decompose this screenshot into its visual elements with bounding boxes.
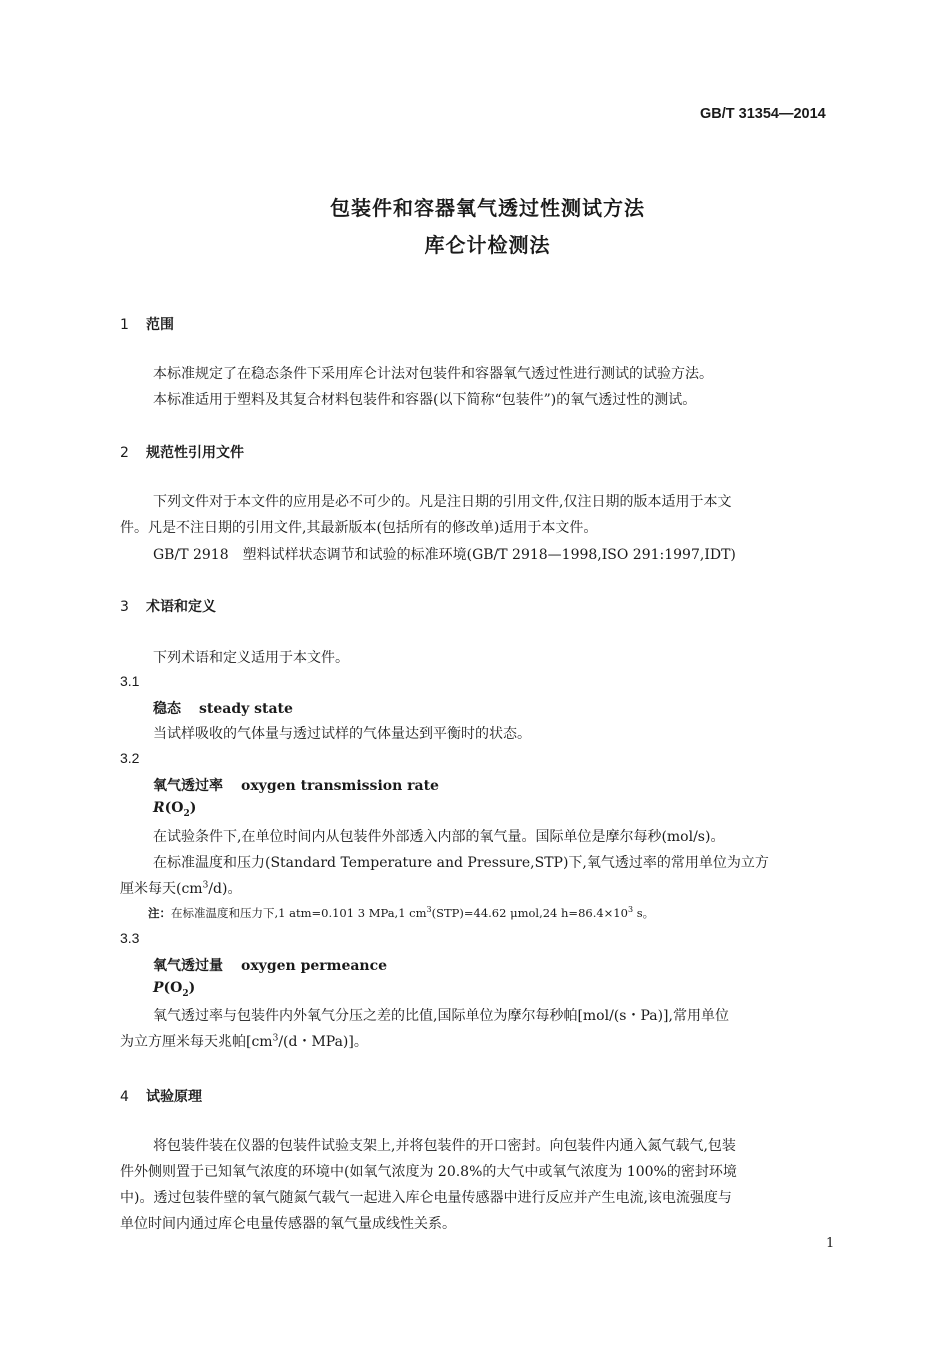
section-1-heading: [120, 314, 174, 334]
section-number: 4: [120, 1089, 129, 1105]
superscript: 3: [202, 880, 209, 891]
symbol-letter: R: [153, 800, 165, 816]
term-chinese: 氧气透过量: [153, 958, 223, 974]
term-3-2-definition-2-line-2: [120, 878, 241, 898]
symbol-subscript: 2: [183, 808, 190, 819]
section-4-line-3: 中)。透过包装件壁的氧气随氮气载气一起进入库仑电量传感器中进行反应并产生电流,该电流强度与: [120, 1190, 732, 1206]
term-3-2-name: [153, 775, 439, 795]
section-3-heading: [120, 596, 216, 616]
term-3-1-definition: 当试样吸收的气体量与透过试样的气体量达到平衡时的状态。: [153, 726, 531, 742]
symbol-gas: (O: [163, 980, 183, 996]
section-number: 3: [120, 599, 129, 615]
term-3-3-number: 3.3: [120, 930, 140, 946]
superscript: 3: [627, 905, 634, 915]
title-line-1: 包装件和容器氧气透过性测试方法: [330, 196, 645, 220]
section-number: 2: [120, 445, 129, 461]
superscript: 3: [272, 1033, 279, 1044]
symbol-close: ): [189, 800, 197, 816]
note-text: s。: [633, 906, 655, 920]
term-3-3-name: [153, 955, 387, 975]
section-3-intro: 下列术语和定义适用于本文件。: [153, 650, 349, 666]
term-3-1-name: [153, 698, 293, 718]
section-4-heading: [120, 1086, 202, 1106]
page-number: 1: [826, 1236, 835, 1251]
section-2-paragraph-line-1: 下列文件对于本文件的应用是必不可少的。凡是注日期的引用文件,仅注日期的版本适用于本文: [153, 494, 732, 510]
section-title: 规范性引用文件: [146, 445, 244, 461]
term-chinese: 氧气透过率: [153, 778, 223, 794]
title-line-2: 库仑计检测法: [424, 233, 551, 257]
term-3-1-number: 3.1: [120, 673, 140, 689]
note-text: (STP)=44.62 μmol,24 h=86.4×10: [431, 906, 628, 920]
term-chinese: 稳态: [153, 701, 181, 717]
section-title: 试验原理: [146, 1089, 202, 1105]
text-part: /d)。: [208, 881, 242, 897]
text-part: /(d・MPa)]。: [278, 1034, 368, 1050]
term-3-2-symbol: [153, 800, 196, 819]
term-3-2-note: [148, 905, 654, 921]
term-3-3-definition-line-1: 氧气透过率与包装件内外氧气分压之差的比值,国际单位为摩尔每秒帕[mol/(s・Pa)],常用单位: [153, 1008, 729, 1024]
term-3-2-definition-1: 在试验条件下,在单位时间内从包装件外部透入内部的氧气量。国际单位是摩尔每秒(mol/s)。: [153, 829, 725, 845]
document-code: GB/T 31354—2014: [700, 106, 826, 122]
term-3-3-symbol: [153, 980, 195, 999]
term-english: oxygen transmission rate: [241, 778, 439, 794]
symbol-subscript: 2: [182, 988, 189, 999]
section-title: 范围: [146, 317, 174, 333]
term-english: oxygen permeance: [241, 958, 388, 974]
section-1-paragraph-2: 本标准适用于塑料及其复合材料包装件和容器(以下简称“包装件”)的氧气透过性的测试。: [153, 392, 697, 408]
term-3-2-number: 3.2: [120, 750, 140, 766]
term-3-2-definition-2-line-1: 在标准温度和压力(Standard Temperature and Pressure,STP)下,氧气透过率的常用单位为立方: [153, 855, 769, 871]
section-number: 1: [120, 317, 129, 333]
normative-reference: GB/T 2918 塑料试样状态调节和试验的标准环境(GB/T 2918—1998,ISO 291:1997,IDT): [153, 547, 736, 563]
section-1-paragraph-1: 本标准规定了在稳态条件下采用库仑计法对包装件和容器氧气透过性进行测试的试验方法。: [153, 366, 713, 382]
section-4-line-1: 将包装件装在仪器的包装件试验支架上,并将包装件的开口密封。向包装件内通入氮气载气,包装: [153, 1138, 736, 1154]
section-2-heading: [120, 442, 244, 462]
section-4-line-4: 单位时间内通过库仑电量传感器的氧气量成线性关系。: [120, 1216, 456, 1232]
text-part: 厘米每天(cm: [120, 881, 203, 897]
text-part: 为立方厘米每天兆帕[cm: [120, 1034, 273, 1050]
symbol-close: ): [188, 980, 196, 996]
note-text: 在标准温度和压力下,1 atm=0.101 3 MPa,1 cm: [171, 906, 427, 920]
symbol-gas: (O: [164, 800, 184, 816]
term-3-3-definition-line-2: [120, 1031, 368, 1051]
note-label: 注：: [148, 906, 171, 920]
section-4-line-2: 件外侧则置于已知氧气浓度的环境中(如氧气浓度为 20.8%的大气中或氧气浓度为 100%的密封环境: [120, 1164, 737, 1180]
term-english: steady state: [199, 701, 293, 717]
section-2-paragraph-line-2: 件。凡是不注日期的引用文件,其最新版本(包括所有的修改单)适用于本文件。: [120, 520, 598, 536]
section-title: 术语和定义: [146, 599, 216, 615]
symbol-letter: P: [153, 980, 164, 996]
superscript: 3: [426, 905, 432, 915]
